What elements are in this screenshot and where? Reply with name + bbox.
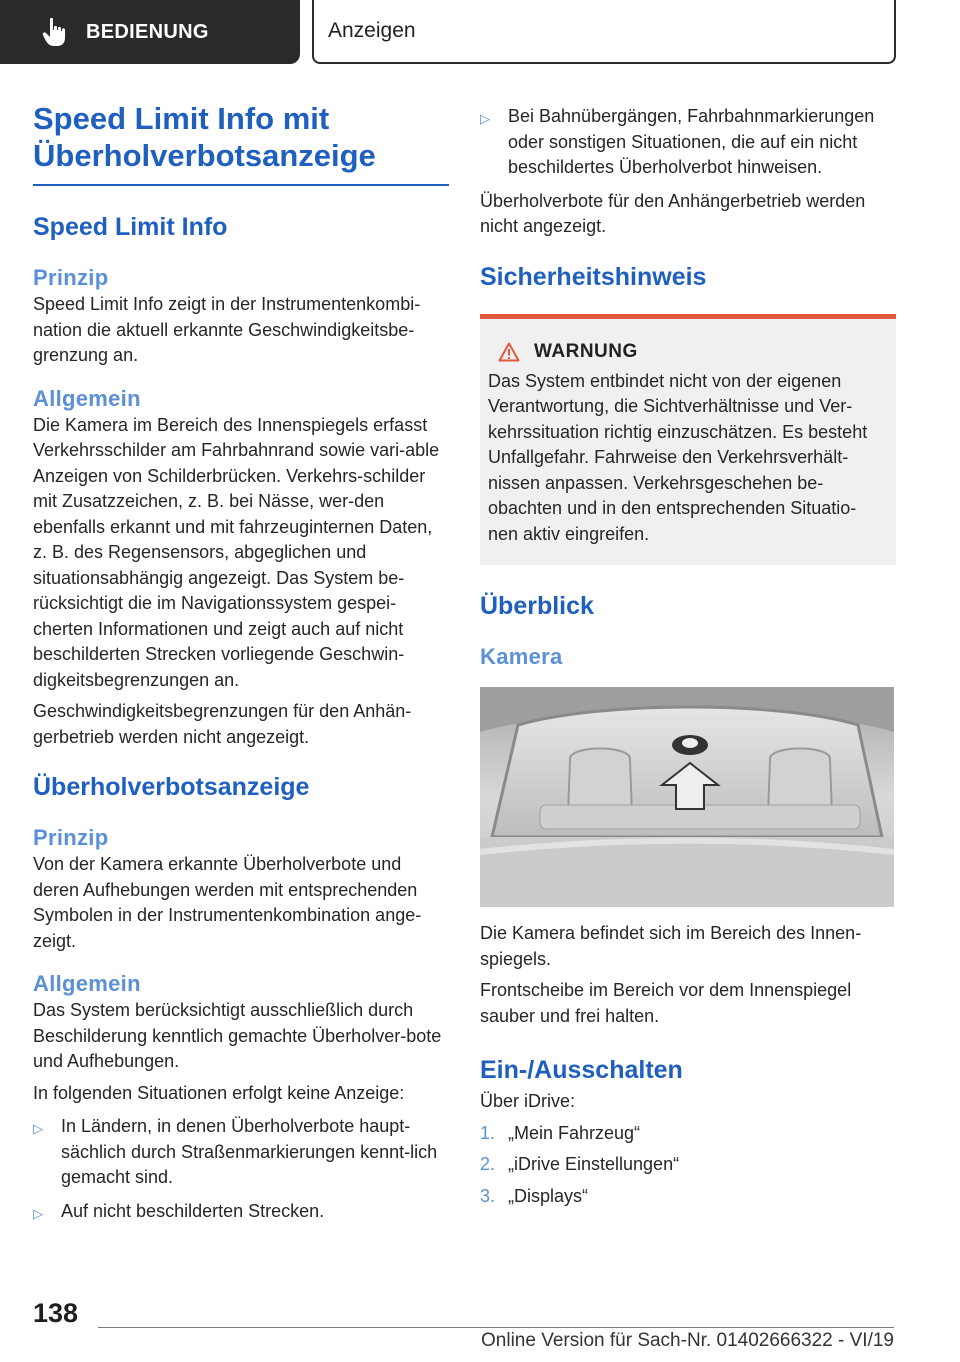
left-column <box>33 100 449 1226</box>
footer-rule <box>98 1327 894 1328</box>
list-item: ▷ Auf nicht beschilderten Strecken. <box>33 1199 449 1227</box>
page-title <box>33 100 449 174</box>
section-tab <box>0 0 300 64</box>
list-item: 2. „iDrive Einstellungen“ <box>480 1154 680 1174</box>
warning-box <box>480 319 896 566</box>
uev-allgemein-text: Das System berücksichtigt ausschließlich durch Beschilderung kenntlich gemachte Überholver-bote und Aufhebungen. <box>33 1000 442 1071</box>
camera-heading: Kamera <box>480 644 563 669</box>
list-item: 1. „Mein Fahrzeug“ <box>480 1122 641 1143</box>
title-rule <box>33 184 449 186</box>
warning-title <box>488 341 886 363</box>
section-label: BEDIENUNG <box>86 20 209 43</box>
overview-heading: Überblick <box>480 592 594 620</box>
sli-prinzip-text: Speed Limit Info zeigt in der Instrumentenkombi-nation die aktuell erkannte Geschwindigkeitsbe-grenzung an. <box>33 294 421 365</box>
sli-allgemein-text: Die Kamera im Bereich des Innenspiegels erfasst Verkehrsschilder am Fahrbahnrand sowie vari-able Anzeigen von Schilderbrücken. Verkehrs-schilder mit Zusatzzeichen, z. B. bei Nässe, wer-den ebenfalls erkannt und mit fahrzeuginternen Daten, z. B. des Regensensors, abgeglichen und situationsabhängig angezeigt. Das System be-rücksichtigt die im Navigationssystem gespei-cherten Informationen und zeigt auch auf nicht beschilderten Strecken vorliegende Geschwin-digkeitsbegrenzungen an. <box>33 414 440 690</box>
sli-prinzip-heading: Prinzip <box>33 265 109 290</box>
page-number: 138 <box>33 1298 79 1328</box>
pointing-hand-icon <box>42 17 68 47</box>
triangle-right-icon: ▷ <box>33 1205 43 1221</box>
triangle-right-icon: ▷ <box>480 111 490 126</box>
camera-caption: Die Kamera befindet sich im Bereich des Innen-spiegels. <box>480 923 862 969</box>
uev-prinzip-text: Von der Kamera erkannte Überholverbote und deren Aufhebungen werden mit entsprechenden Symbolen in der Instrumentenkombination ange-zeigt. <box>33 854 422 951</box>
sli-heading: Speed Limit Info <box>33 213 228 241</box>
list-item: 3. „Displays“ <box>480 1185 589 1206</box>
chapter-label: Anzeigen <box>328 19 416 42</box>
sli-allgemein-heading: Allgemein <box>33 385 141 411</box>
uev-allgemein-heading: Allgemein <box>33 971 141 996</box>
uev-heading: Überholverbotsanzeige <box>33 773 310 801</box>
car-interior-illustration <box>480 687 894 907</box>
triangle-right-icon: ▷ <box>33 1121 43 1136</box>
camera-location-image <box>480 687 894 907</box>
chapter-box <box>312 0 896 64</box>
footer-version: Online Version für Sach-Nr. 01402666322 - VI/19 <box>481 1330 894 1351</box>
uev-allgemein-text2: In folgenden Situationen erfolgt keine Anzeige: <box>33 1082 405 1103</box>
warning-triangle-icon <box>498 342 520 362</box>
onoff-intro: Über iDrive: <box>480 1091 576 1111</box>
sli-allgemein-text2: Geschwindigkeitsbegrenzungen für den Anhän-gerbetrieb werden nicht angezeigt. <box>33 701 412 747</box>
page-title-line2: Überholverbotsanzeige <box>33 138 376 173</box>
warning-label: WARNUNG <box>534 340 638 362</box>
page-title-line1: Speed Limit Info mit <box>33 101 330 136</box>
page-header <box>0 0 960 66</box>
camera-text: Frontscheibe im Bereich vor dem Innenspiegel sauber und frei halten. <box>480 980 852 1026</box>
trailer-text: Überholverbote für den Anhängerbetrieb werden nicht angezeigt. <box>480 190 866 236</box>
safety-heading: Sicherheitshinweis <box>480 262 707 291</box>
list-item: ▷ In Ländern, in denen Überholverbote haupt-sächlich durch Straßenmarkierungen kennt-lich gemacht sind. <box>33 1114 449 1191</box>
right-column <box>480 104 896 1209</box>
warning-text: Das System entbindet nicht von der eigenen Verantwortung, die Sichtverhältnisse und Ver-kehrssituation richtig einzuschätzen. Es besteht Unfallgefahr. Fahrweise den Verkehrsverhält-nissen anpassen. Verkehrsgeschehen be-obachten und in den entsprechenden Situatio-nen aktiv eingreifen. <box>488 370 868 544</box>
list-item: ▷ Bei Bahnübergängen, Fahrbahnmarkierungen oder sonstigen Situationen, die auf ein nicht beschildertes Überholverbot hinweisen. <box>480 104 896 181</box>
onoff-heading: Ein-/Ausschalten <box>480 1056 683 1084</box>
uev-prinzip-heading: Prinzip <box>33 825 109 850</box>
